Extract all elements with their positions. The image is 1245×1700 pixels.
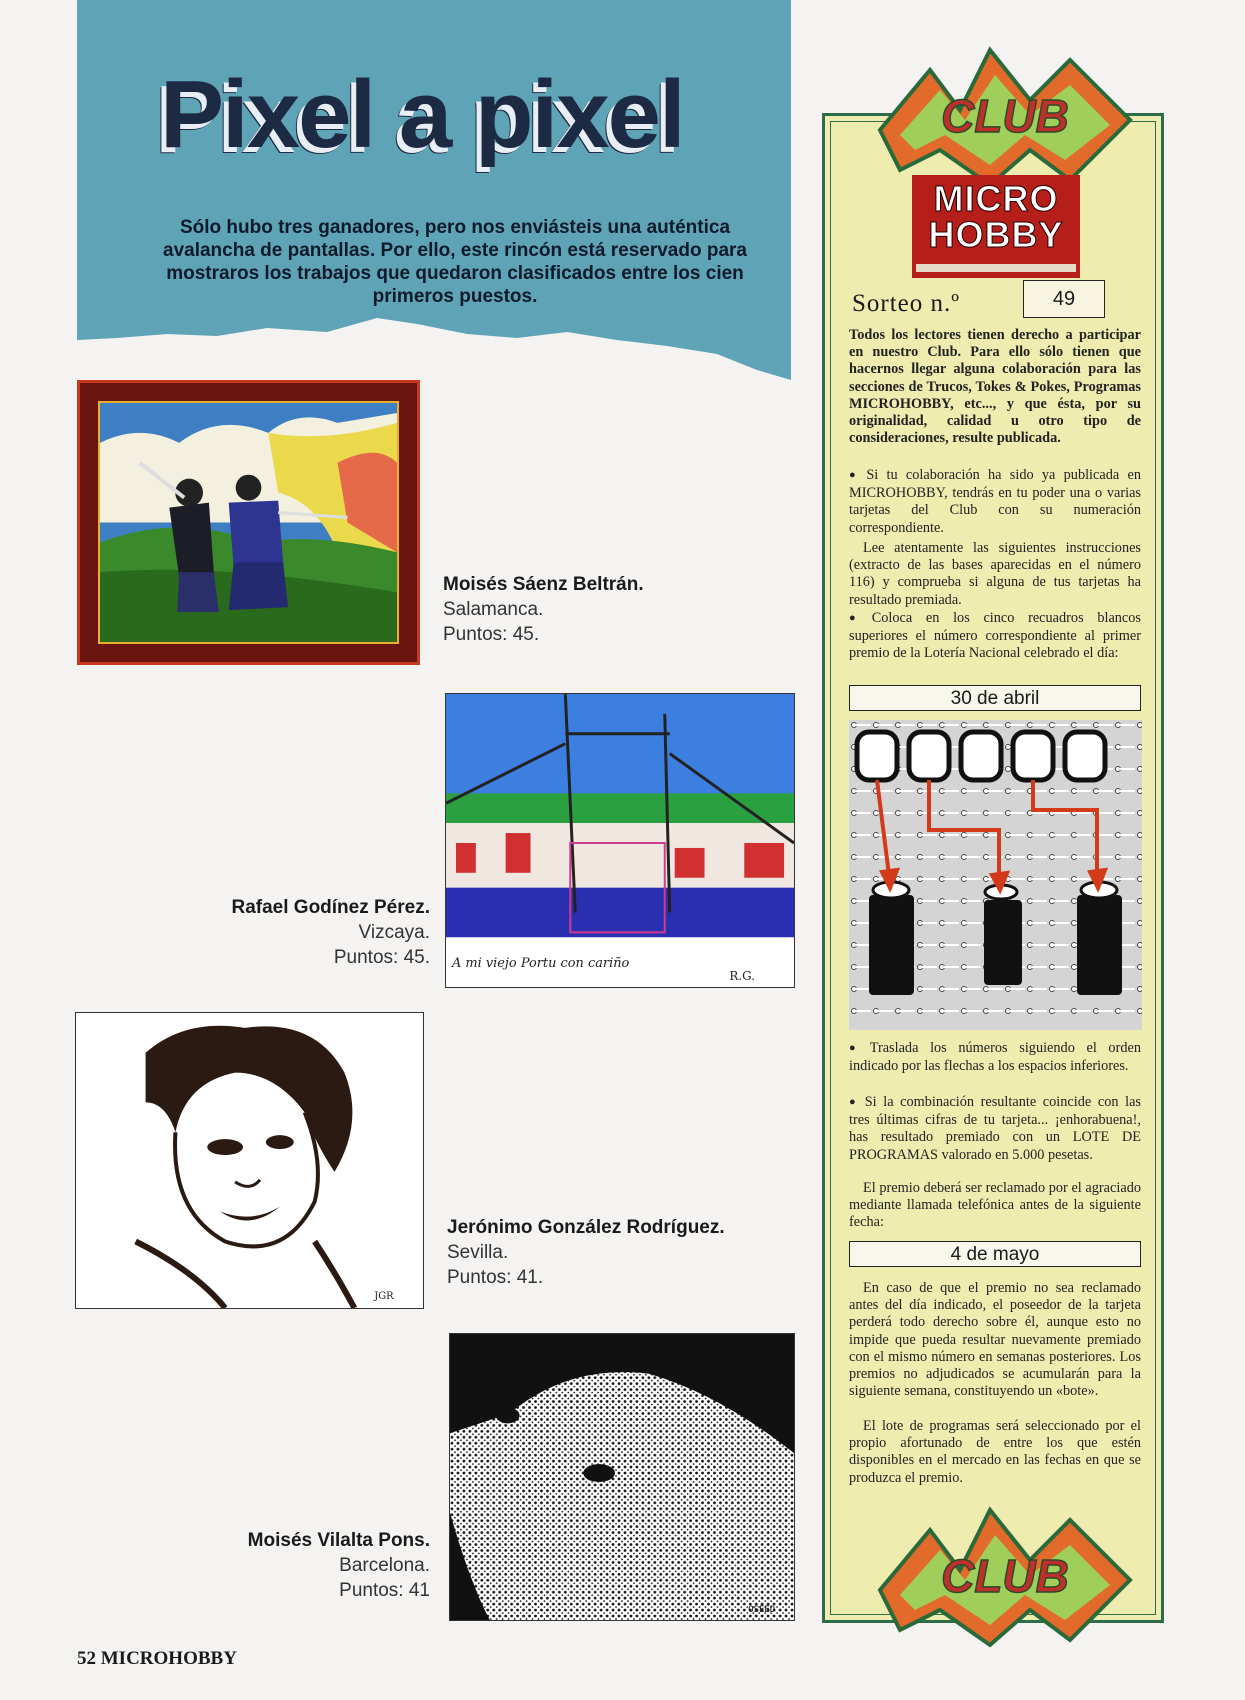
entry-name: Rafael Godínez Pérez.	[231, 897, 430, 918]
article-intro: Sólo hubo tres ganadores, pero nos enviásteis una auténtica avalancha de pantallas. Por ello, este rincón está reservado para mostraros los trabajos que quedaron clasificados entre los cien primeros puestos.	[163, 217, 747, 307]
entry-city: Salamanca.	[443, 599, 544, 620]
sorteo-label: Sorteo n.º	[852, 290, 961, 317]
club-paragraph-3: Lee atentamente las siguientes instrucciones (extracto de las bases aparecidas en el número 116) y comprueba si alguna de tus tarjetas ha resultado premiada.	[849, 540, 1141, 608]
club-logo-word: CLUB	[941, 1550, 1069, 1602]
entry-caption-3	[447, 1215, 725, 1290]
logo-line-2: HOBBY	[928, 214, 1064, 255]
sorteo-number: 49	[1023, 280, 1105, 318]
logo-band	[916, 264, 1076, 272]
pixel-art-image-4	[449, 1333, 795, 1621]
image-3-signature: JGR	[374, 1291, 394, 1303]
entry-points: Puntos: 41.	[447, 1267, 544, 1288]
entry-city: Barcelona.	[339, 1555, 430, 1576]
entry-points: Puntos: 41	[339, 1580, 430, 1601]
club-logo-word: CLUB	[941, 90, 1069, 142]
club-paragraph-1: Todos los lectores tienen derecho a participar en nuestro Club. Para ello sólo tienen que hacernos llegar alguna colaboración para las secciones de Trucos, Tokes & Pokes, Programas MICROHOBBY, etc..., y que ésta, por su originalidad, calidad u otro tipo de consideraciones, resulte publicada.	[849, 327, 1141, 447]
article-title: Pixel a pixel	[160, 61, 684, 168]
entry-name: Jerónimo González Rodríguez.	[447, 1217, 725, 1238]
club-paragraph-2: ● Si tu colaboración ha sido ya publicada en MICROHOBBY, tendrás en tu poder una o varias tarjetas del Club con su numeración correspondiente.	[849, 467, 1141, 537]
club-paragraph-4: ● Coloca en los cinco recuadros blancos superiores el número correspondiente al primer premio de la Lotería Nacional celebrado el día:	[849, 610, 1141, 663]
circuit-board-diagram	[849, 720, 1142, 1030]
entry-name: Moisés Vilalta Pons.	[247, 1530, 430, 1551]
page-footer: 52 MICROHOBBY	[77, 1648, 237, 1669]
image-4-signature: OSEED	[748, 1605, 776, 1616]
club-paragraph-9: El lote de programas será seleccionado por el propio afortunado de entre los que estén disponibles en el mercado en las fechas en que se produzca el premio.	[849, 1418, 1141, 1486]
pixel-art-image-3	[75, 1012, 424, 1309]
pixel-art-image-1	[77, 380, 420, 665]
entry-city: Sevilla.	[447, 1242, 509, 1263]
club-paragraph-6: ● Si la combinación resultante coincide con las tres últimas cifras de tu tarjeta... ¡enhorabuena!, has resultado premiado con un LOTE DE PROGRAMAS valorado en 5.000 pesetas.	[849, 1094, 1141, 1164]
entry-points: Puntos: 45.	[333, 947, 430, 968]
microhobby-logo	[912, 175, 1080, 278]
entry-caption-1	[443, 572, 644, 647]
draw-date-box: 30 de abril	[849, 685, 1141, 711]
club-logo-top	[870, 40, 1140, 190]
entry-city: Vizcaya.	[358, 922, 430, 943]
club-paragraph-5: ● Traslada los números siguiendo el orden indicado por las flechas a los espacios inferiores.	[849, 1040, 1141, 1075]
claim-date-box: 4 de mayo	[849, 1241, 1141, 1267]
entry-caption-4	[230, 1528, 430, 1603]
image-2-signature: R.G.	[729, 969, 756, 984]
entry-caption-2	[230, 895, 430, 970]
entry-points: Puntos: 45.	[443, 624, 540, 645]
pixel-art-image-2	[445, 693, 795, 988]
image-2-caption: A mi viejo Portu con cariño	[451, 956, 630, 972]
entry-name: Moisés Sáenz Beltrán.	[443, 574, 644, 595]
club-logo-bottom	[870, 1500, 1140, 1650]
logo-line-1: MICRO	[933, 178, 1059, 219]
club-paragraph-7: El premio deberá ser reclamado por el agraciado mediante llamada telefónica antes de la siguiente fecha:	[849, 1180, 1141, 1231]
club-paragraph-8: En caso de que el premio no sea reclamado antes del día indicado, el poseedor de la tarjeta perderá todo derecho sobre él, aunque esto no impide que pueda resultar nuevamente premiado con el mismo número en semanas posteriores. Los premios no adjudicados se acumularán para la siguiente semana, constituyendo un «bote».	[849, 1280, 1141, 1400]
